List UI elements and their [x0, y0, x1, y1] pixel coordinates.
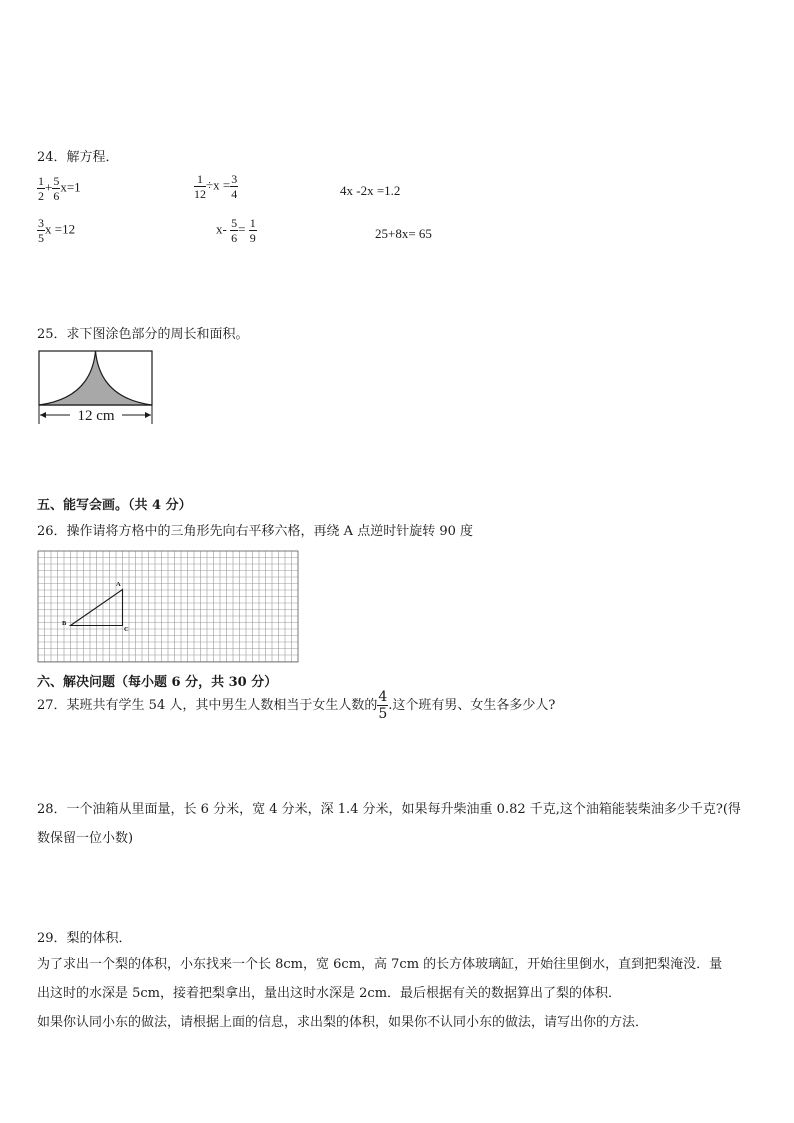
q26-title: 26．操作请将方格中的三角形先向右平移六格，再绕 A 点逆时针旋转 90 度	[37, 524, 474, 539]
shaded-region-figure	[36, 348, 156, 426]
q24-equation-3: 4x -2x =1.2	[340, 183, 401, 198]
fraction: $\frac{5}{6}$	[231, 216, 238, 245]
q24-equation-5: x- $\frac{5}{6}$ = $\frac{1}{9}$	[216, 216, 256, 245]
q25-title: 25．求下图涂色部分的周长和面积。	[37, 327, 249, 342]
q27-text: 27．某班共有学生 54 人，其中男生人数相当于女生人数的 $\frac{4}{5}$ .这个班有男、女生各多少人?	[37, 689, 556, 722]
q24-title: 24．解方程．	[37, 150, 119, 165]
grid-figure	[37, 550, 301, 665]
q28-line-2: 数保留一位小数)	[37, 831, 134, 846]
q29-line-1: 为了求出一个梨的体积，小东找来一个长 8cm，宽 6cm，高 7cm 的长方体玻璃缸，开始往里倒水，直到把梨淹没．量	[37, 957, 723, 972]
section-5-heading: 五、能写会画。（共 4 分）	[37, 498, 192, 513]
fraction: $\frac{1}{2}$	[38, 174, 44, 203]
fraction: $\frac{4}{5}$	[378, 689, 388, 722]
q24-equation-6: 25+8x= 65	[375, 226, 432, 241]
vertex-label-c: C	[124, 626, 129, 633]
shaded-region	[39, 351, 152, 405]
q29-body	[37, 950, 762, 1037]
fraction: $\frac{3}{4}$	[231, 172, 238, 201]
arrowhead-left	[40, 412, 46, 418]
dimension-label: 12 cm	[77, 408, 115, 424]
q29-line-3: 如果你认同小东的做法，请根据上面的信息，求出梨的体积，如果你不认同小东的做法，请写出你的方法．	[37, 1015, 649, 1030]
grid-lines	[38, 551, 298, 662]
q28-text	[37, 795, 762, 853]
q28-line-1: 28．一个油箱从里面量，长 6 分米，宽 4 分米，深 1.4 分米，如果每升柴油重 0.82 千克,这个油箱能装柴油多少千克?(得	[37, 802, 741, 817]
q24-equation-4: $\frac{3}{5}$ x =12	[38, 216, 76, 245]
fraction: $\frac{5}{6}$	[53, 174, 60, 203]
fraction: $\frac{3}{5}$	[38, 216, 44, 245]
q24-equation-1: $\frac{1}{2}$ + $\frac{5}{6}$ x=1	[38, 174, 81, 203]
fraction: $\frac{1}{12}$	[194, 172, 206, 201]
section-6-heading: 六、解决问题（每小题 6 分，共 30 分）	[37, 675, 278, 690]
fraction: $\frac{1}{9}$	[249, 216, 256, 245]
vertex-label-b: B	[62, 620, 67, 627]
arrowhead-right	[145, 412, 151, 418]
q29-line-2: 出这时的水深是 5cm，接着把梨拿出，量出这时水深是 2cm．最后根据有关的数据算出了梨的体积．	[37, 986, 622, 1001]
vertex-label-a: A	[116, 581, 121, 588]
q29-title: 29．梨的体积．	[37, 931, 132, 946]
q24-equation-2: $\frac{1}{12}$ ÷x = $\frac{3}{4}$	[194, 172, 238, 201]
